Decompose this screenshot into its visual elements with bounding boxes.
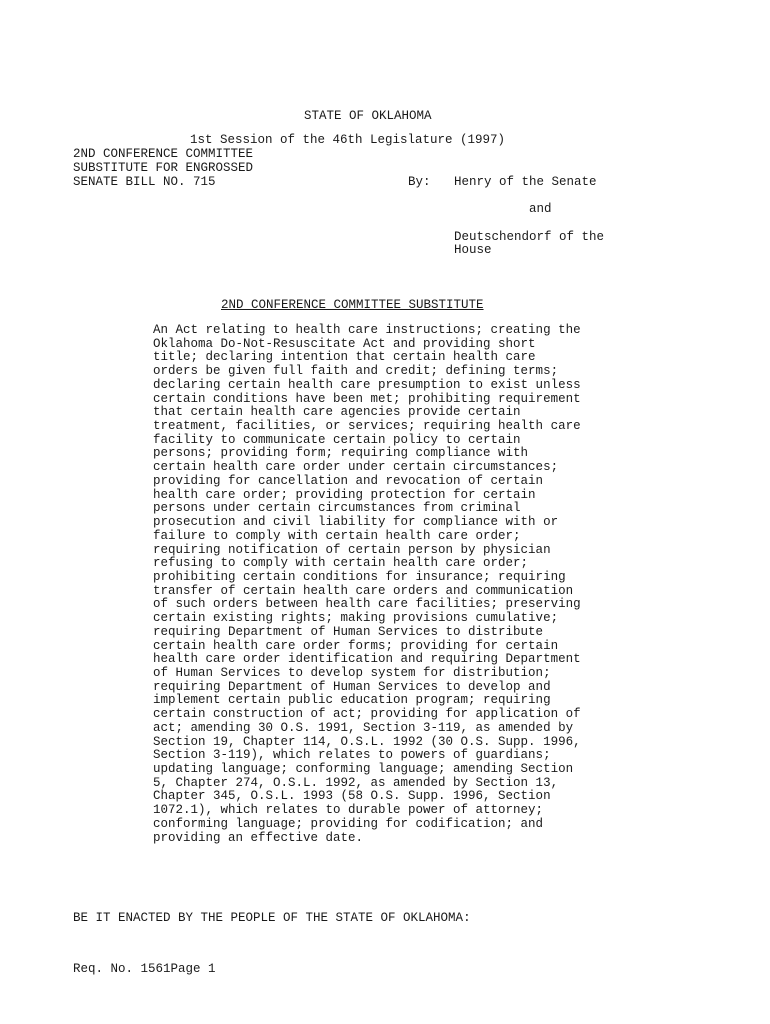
abstract-line: health care order identification and requiring Department [153, 652, 581, 667]
abstract-line: Chapter 345, O.S.L. 1993 (58 O.S. Supp. 1996, Section [153, 789, 551, 804]
author-senate: Henry of the Senate [454, 175, 597, 189]
abstract-line: that certain health care agencies provide certain [153, 405, 521, 420]
abstract-line: act; amending 30 O.S. 1991, Section 3-119, as amended by [153, 720, 574, 735]
abstract-line: treatment, facilities, or services; requiring health care [153, 419, 581, 434]
abstract-line: prosecution and civil liability for compliance with or [153, 515, 559, 530]
abstract-line: requiring Department of Human Services to develop and [153, 679, 551, 694]
abstract-line: health care order; providing protection for certain [153, 487, 536, 502]
abstract-line: of such orders between health care facilities; preserving [153, 597, 581, 612]
enacting-clause: BE IT ENACTED BY THE PEOPLE OF THE STATE OF OKLAHOMA: [73, 911, 471, 925]
state-heading: STATE OF OKLAHOMA [304, 109, 432, 123]
abstract-line: certain construction of act; providing for application of [153, 707, 581, 722]
act-abstract [153, 324, 581, 845]
bill-line-2: SUBSTITUTE FOR ENGROSSED [73, 161, 254, 175]
abstract-line: An Act relating to health care instructions; creating the [153, 323, 581, 337]
abstract-line: conforming language; providing for codification; and [153, 816, 544, 831]
abstract-line: certain health care order forms; providing for certain [153, 638, 559, 653]
author-house-line-1: Deutschendorf of the [454, 230, 605, 244]
abstract-line: failure to comply with certain health care order; [153, 528, 521, 543]
abstract-line: certain conditions have been met; prohibiting requirement [153, 391, 581, 406]
abstract-line: Section 19, Chapter 114, O.S.L. 1992 (30 O.S. Supp. 1996, [153, 734, 581, 749]
abstract-line: Section 3-119), which relates to powers of guardians; [153, 748, 551, 763]
abstract-line: implement certain public education program; requiring [153, 693, 551, 708]
abstract-line: orders be given full faith and credit; defining terms; [153, 364, 559, 379]
abstract-line: title; declaring intention that certain health care [153, 350, 536, 365]
abstract-line: facility to communicate certain policy to certain [153, 432, 521, 447]
substitute-title: 2ND CONFERENCE COMMITTEE SUBSTITUTE [221, 298, 484, 312]
abstract-line: requiring Department of Human Services to distribute [153, 624, 544, 639]
abstract-line: transfer of certain health care orders and communication [153, 583, 574, 598]
bill-line-1: 2ND CONFERENCE COMMITTEE [73, 147, 254, 161]
abstract-line: persons; providing form; requiring compliance with [153, 446, 529, 461]
abstract-line: certain existing rights; making provisions cumulative; [153, 611, 559, 626]
abstract-line: refusing to comply with certain health care order; [153, 556, 529, 571]
abstract-line: declaring certain health care presumption to exist unless [153, 377, 581, 392]
bill-line-3: SENATE BILL NO. 715 [73, 175, 216, 189]
author-house-line-2: House [454, 243, 492, 257]
abstract-line: 1072.1), which relates to durable power of attorney; [153, 803, 544, 818]
abstract-line: persons under certain circumstances from criminal [153, 501, 521, 516]
abstract-line: 5, Chapter 274, O.S.L. 1992, as amended by Section 13, [153, 775, 559, 790]
abstract-line: providing for cancellation and revocation of certain [153, 473, 544, 488]
abstract-line: prohibiting certain conditions for insurance; requiring [153, 569, 566, 584]
abstract-line: requiring notification of certain person by physician [153, 542, 551, 557]
author-and: and [529, 202, 552, 216]
abstract-line: providing an effective date. [153, 830, 364, 845]
abstract-line: certain health care order under certain circumstances; [153, 460, 559, 475]
abstract-line: Oklahoma Do-Not-Resuscitate Act and providing short [153, 336, 536, 351]
page-footer: Req. No. 1561Page 1 [73, 962, 216, 976]
session-line: 1st Session of the 46th Legislature (1997) [190, 133, 506, 147]
by-label: By: [408, 175, 431, 189]
abstract-line: of Human Services to develop system for distribution; [153, 665, 551, 680]
abstract-line: updating language; conforming language; amending Section [153, 762, 574, 776]
